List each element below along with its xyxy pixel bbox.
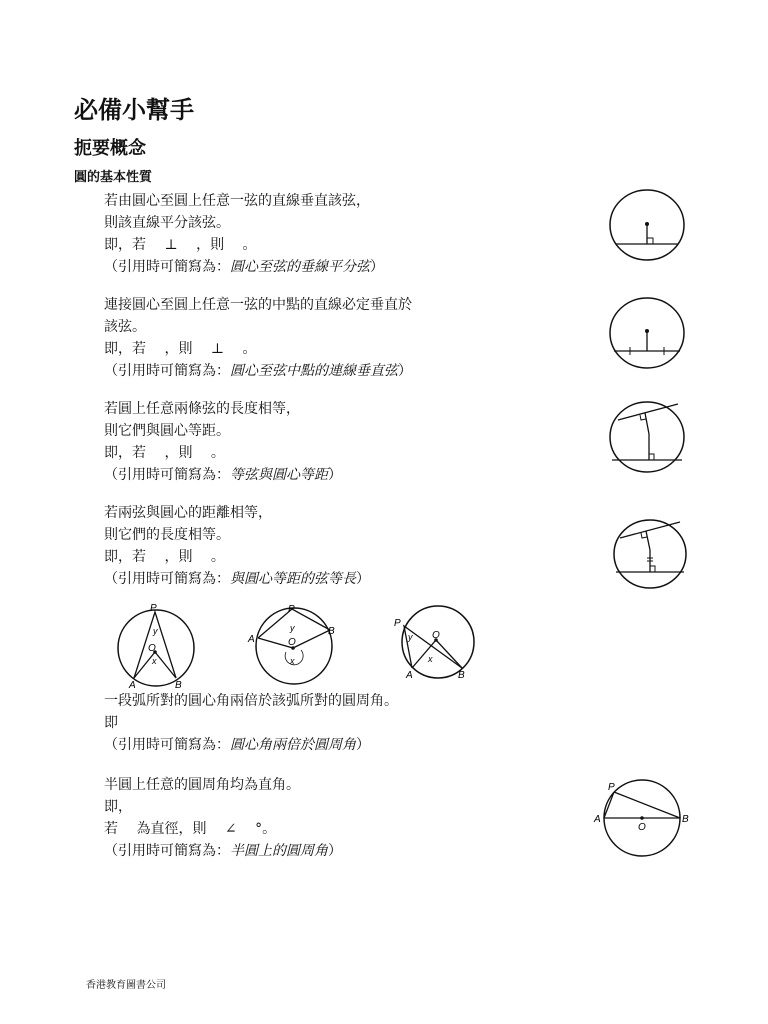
label-y: y — [153, 626, 158, 636]
label-A: A — [594, 814, 601, 825]
theorem-2-formula: 即，若 ，則 ⊥ 。 — [104, 341, 257, 357]
centre-dot — [645, 329, 649, 333]
label-x: x — [152, 656, 157, 666]
theorem-6-formula: 若 為直徑，則 ∠ °。 — [104, 821, 277, 837]
theorem-2-line-1: 連接圓心至圓上任意一弦的中點的直線必定垂直於 — [104, 297, 412, 313]
centre-dot — [645, 222, 649, 226]
figure-angle-in-semicircle — [592, 778, 696, 858]
label-B: B — [682, 814, 689, 825]
theorem-5-text — [104, 690, 398, 756]
theorem-6-text — [104, 774, 342, 862]
ref-name: 圓心至弦中點的連線垂直弦 — [230, 363, 398, 379]
ref-suffix: ） — [356, 737, 370, 753]
ref-suffix: ） — [356, 571, 370, 587]
chord-upper — [618, 404, 678, 420]
label-O: O — [432, 630, 440, 641]
label-B: B — [328, 626, 335, 637]
ref-suffix: ） — [398, 363, 412, 379]
distance-line-upper — [645, 413, 649, 434]
figure-line-to-midpoint — [608, 296, 686, 370]
label-P: P — [394, 618, 401, 629]
ref-name: 圓心至弦的垂線平分弦 — [230, 259, 370, 275]
figure-angle-at-centre-c — [390, 604, 480, 684]
theorem-5-line-1: 一段弧所對的圓心角兩倍於該弧所對的圓周角。 — [104, 693, 398, 709]
label-O: O — [638, 822, 646, 833]
publisher-footer: 香港教育圖書公司 — [86, 980, 166, 991]
theorem-3-text — [104, 398, 342, 486]
theorem-3-formula: 即，若 ，則 。 — [104, 445, 225, 461]
figure-equidistant-chords — [612, 518, 688, 590]
ref-prefix: （引用時可簡寫為： — [104, 843, 230, 859]
label-x: x — [290, 656, 295, 666]
figure-angle-at-centre-a — [112, 603, 202, 691]
theorem-2-line-2: 該弦。 — [104, 319, 146, 335]
theorem-1-line-2: 則該直線平分該弦。 — [104, 215, 230, 231]
theorem-2-text — [104, 294, 412, 382]
theorem-5-reference — [104, 734, 398, 756]
label-B: B — [458, 670, 465, 681]
label-A: A — [406, 670, 413, 681]
ref-prefix: （引用時可簡寫為： — [104, 467, 230, 483]
theorem-4-line-1: 若兩弦與圓心的距離相等， — [104, 505, 272, 521]
ref-prefix: （引用時可簡寫為： — [104, 259, 230, 275]
label-P: P — [608, 782, 615, 793]
ref-name: 圓心角兩倍於圓周角 — [230, 737, 356, 753]
label-O: O — [288, 637, 296, 648]
subsection-heading: 圓的基本性質 — [74, 170, 153, 185]
theorem-4-line-2: 則它們的長度相等。 — [104, 527, 230, 543]
theorem-1-formula: 即，若 ⊥ ，則 。 — [104, 237, 257, 253]
section-heading: 扼要概念 — [74, 138, 146, 159]
right-angle-mark — [647, 238, 653, 244]
ref-prefix: （引用時可簡寫為： — [104, 737, 230, 753]
theorem-2-reference — [104, 360, 412, 382]
theorem-4-text — [104, 502, 370, 590]
central-angle-lines — [412, 640, 462, 668]
ref-prefix: （引用時可簡寫為： — [104, 571, 230, 587]
figure-equal-chords — [608, 400, 686, 474]
theorem-6-line-2: 即， — [104, 799, 132, 815]
label-A: A — [248, 634, 255, 645]
ref-suffix: ） — [328, 843, 342, 859]
theorem-3-line-1: 若圓上任意兩條弦的長度相等， — [104, 401, 300, 417]
ref-name: 與圓心等距的弦等長 — [230, 571, 356, 587]
page-title: 必備小幫手 — [74, 96, 194, 124]
label-A: A — [129, 680, 136, 691]
theorem-3-line-2: 則它們與圓心等距。 — [104, 423, 230, 439]
label-O: O — [148, 643, 156, 654]
ref-prefix: （引用時可簡寫為： — [104, 363, 230, 379]
label-x: x — [428, 654, 433, 664]
theorem-6-line-1: 半圓上任意的圓周角均為直角。 — [104, 777, 300, 793]
theorem-1-reference — [104, 256, 384, 278]
label-P: P — [150, 603, 157, 614]
ref-name: 半圓上的圓周角 — [230, 843, 328, 859]
chord-upper — [620, 522, 680, 538]
theorem-4-formula: 即，若 ，則 。 — [104, 549, 225, 565]
theorem-5-formula: 即 — [104, 715, 118, 731]
distance-line-upper — [646, 531, 650, 550]
theorem-6-reference — [104, 840, 342, 862]
figure-angle-at-centre-b — [246, 604, 350, 688]
label-P: P — [288, 604, 295, 615]
label-y: y — [290, 623, 295, 633]
ref-suffix: ） — [328, 467, 342, 483]
figure-perpendicular-bisects-chord — [608, 188, 686, 262]
right-angle-mark-lower — [650, 566, 655, 572]
label-y: y — [408, 632, 413, 642]
theorem-4-reference — [104, 568, 370, 590]
ref-name: 等弦與圓心等距 — [230, 467, 328, 483]
theorem-3-reference — [104, 464, 342, 486]
ref-suffix: ） — [370, 259, 384, 275]
chord-PB — [614, 792, 680, 818]
theorem-1-line-1: 若由圓心至圓上任意一弦的直線垂直該弦， — [104, 193, 370, 209]
right-angle-mark-lower — [649, 454, 654, 460]
circle-outline — [118, 610, 194, 686]
centre-dot — [640, 816, 644, 820]
label-B: B — [175, 680, 182, 691]
theorem-1-text — [104, 190, 384, 278]
